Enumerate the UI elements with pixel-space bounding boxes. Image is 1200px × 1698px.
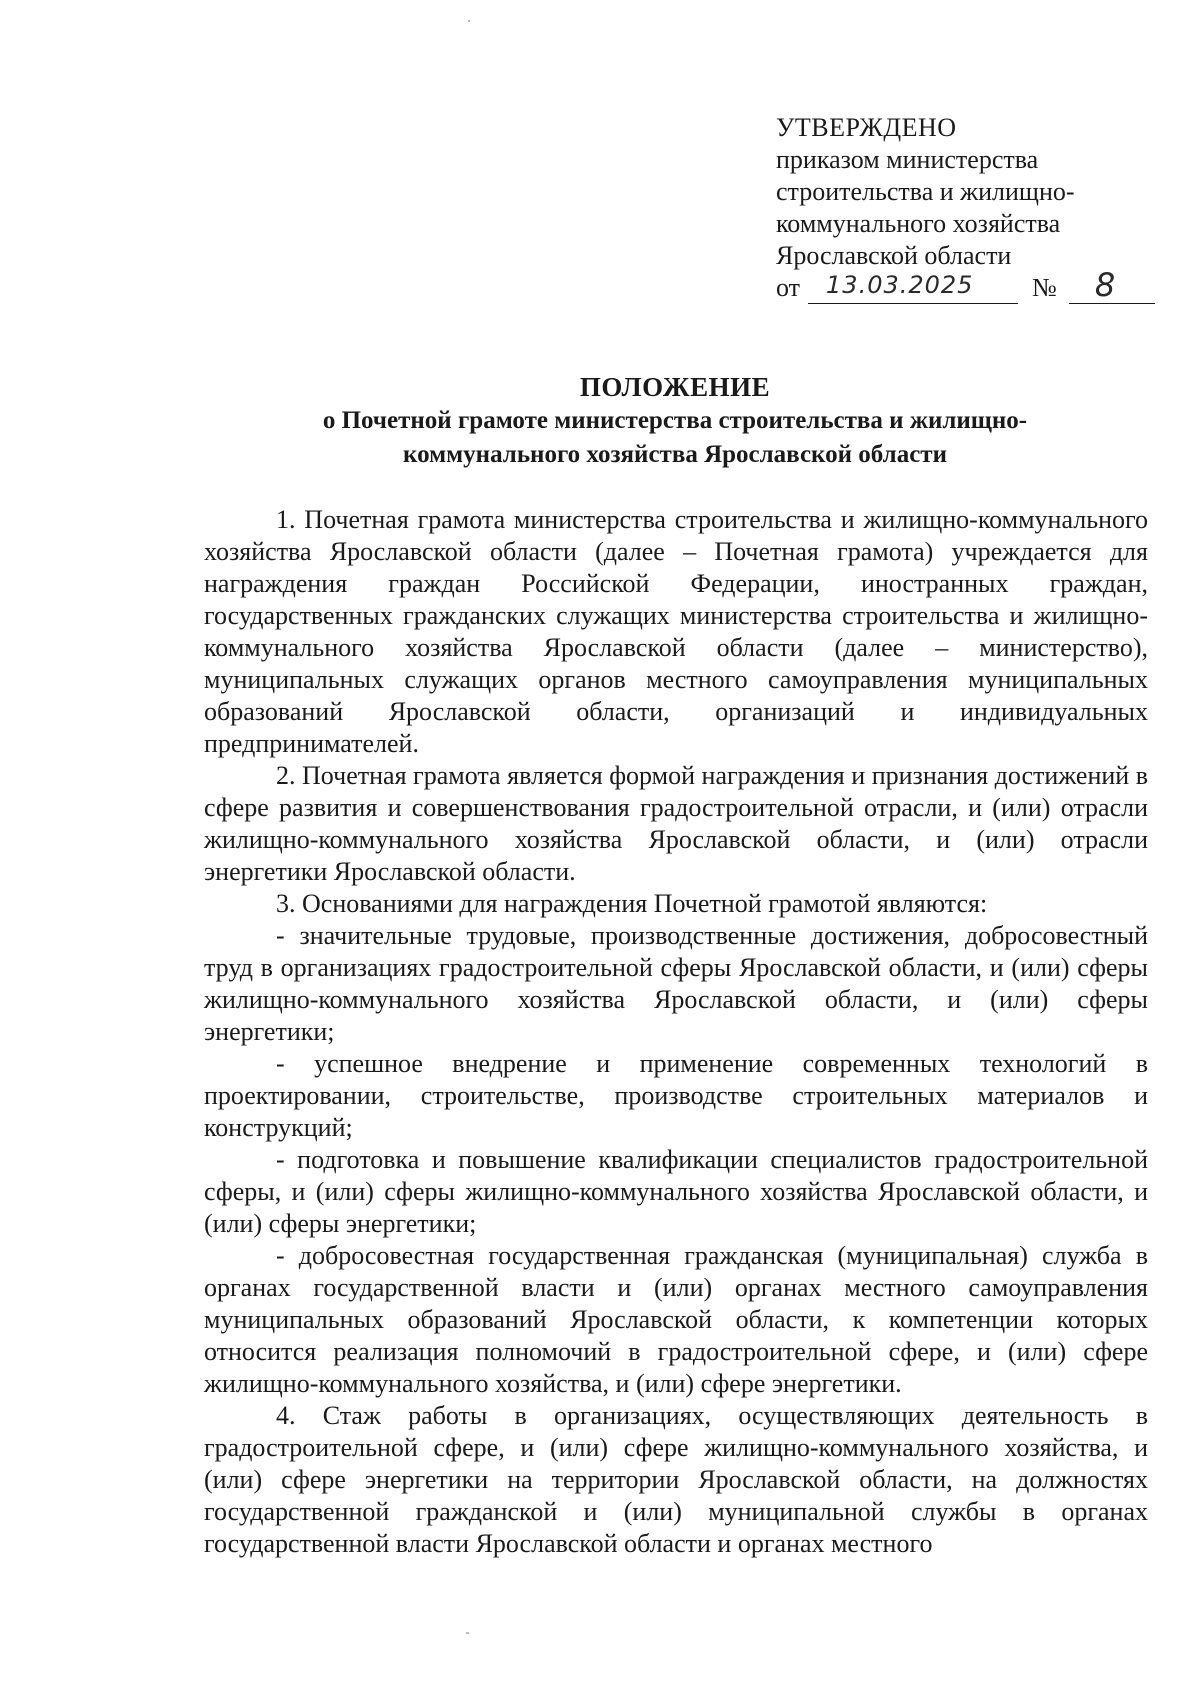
document-subtitle-line: о Почетной грамоте министерства строительства и жилищно-: [322, 407, 1028, 434]
approval-stamp: [776, 112, 1156, 304]
paragraph-3-item: - добросовестная государственная гражданская (муниципальная) служба в органах государственной власти и (или) органах местного самоуправления муниципальных образований Ярославской области, к компетенции которых относится реализация полномочий в градостроительной сфере, и (или) сфере жилищно-коммунального хозяйства, и (или) сфере энергетики.: [204, 1241, 1148, 1398]
scan-speck: [466, 1632, 469, 1634]
handwritten-number: 8: [1094, 266, 1116, 304]
approval-line: строительства и жилищно-: [776, 177, 1075, 206]
handwritten-date: 13.03.2025: [826, 271, 974, 299]
number-label: №: [1032, 273, 1057, 302]
approval-line: Ярославской области: [776, 241, 1012, 270]
scan-speck: [468, 20, 470, 22]
date-field: [808, 273, 1018, 304]
paragraph-2: 2. Почетная грамота является формой награждения и признания достижений в сфере развития и совершенствования градостроительной отрасли, и (или) отрасли жилищно-коммунального хозяйства Ярославской области, и (или) отрасли энергетики Ярославской области.: [204, 761, 1148, 886]
paragraph-3-item: - успешное внедрение и применение современных технологий в проектировании, строительстве, производстве строительных материалов и конструкций;: [204, 1049, 1148, 1142]
date-prefix: от: [776, 273, 801, 302]
paragraph-4: 4. Стаж работы в организациях, осуществляющих деятельность в градостроительной сфере, и (или) сфере жилищно-коммунального хозяйства, и (или) сфере энергетики на территории Ярославской области, на должностях государственной гражданской и (или) муниципальной службы в органах государственной власти Ярославской области и органах местного: [204, 1401, 1148, 1558]
approval-line: коммунального хозяйства: [776, 209, 1061, 238]
paragraph-3-item: - подготовка и повышение квалификации специалистов градостроительной сферы, и (или) сферы жилищно-коммунального хозяйства Ярославской области, и (или) сферы энергетики;: [204, 1145, 1148, 1238]
document-title: ПОЛОЖЕНИЕ: [579, 372, 771, 402]
document-body: [204, 504, 1148, 1560]
document-subtitle-line: коммунального хозяйства Ярославской области: [403, 441, 947, 468]
approval-line: приказом министерства: [776, 145, 1039, 174]
approval-date-row: [776, 266, 1156, 304]
paragraph-3: 3. Основаниями для награждения Почетной грамотой являются:: [276, 889, 988, 918]
approval-heading: УТВЕРЖДЕНО: [776, 113, 957, 142]
paragraph-1: 1. Почетная грамота министерства строительства и жилищно-коммунального хозяйства Ярославской области (далее – Почетная грамота) учреждается для награждения граждан Российской Федерации, иностранных граждан, государственных гражданских служащих министерства строительства и жилищно-коммунального хозяйства Ярославской области (далее – министерство), муниципальных служащих органов местного самоуправления муниципальных образований Ярославской области, организаций и индивидуальных предпринимателей.: [204, 505, 1148, 758]
paragraph-3-item: - значительные трудовые, производственные достижения, добросовестный труд в организациях градостроительной сферы Ярославской области, и (или) сферы жилищно-коммунального хозяйства Ярославской области, и (или) сферы энергетики;: [204, 921, 1148, 1046]
document-title-block: [200, 370, 1150, 472]
number-field: [1069, 266, 1155, 304]
